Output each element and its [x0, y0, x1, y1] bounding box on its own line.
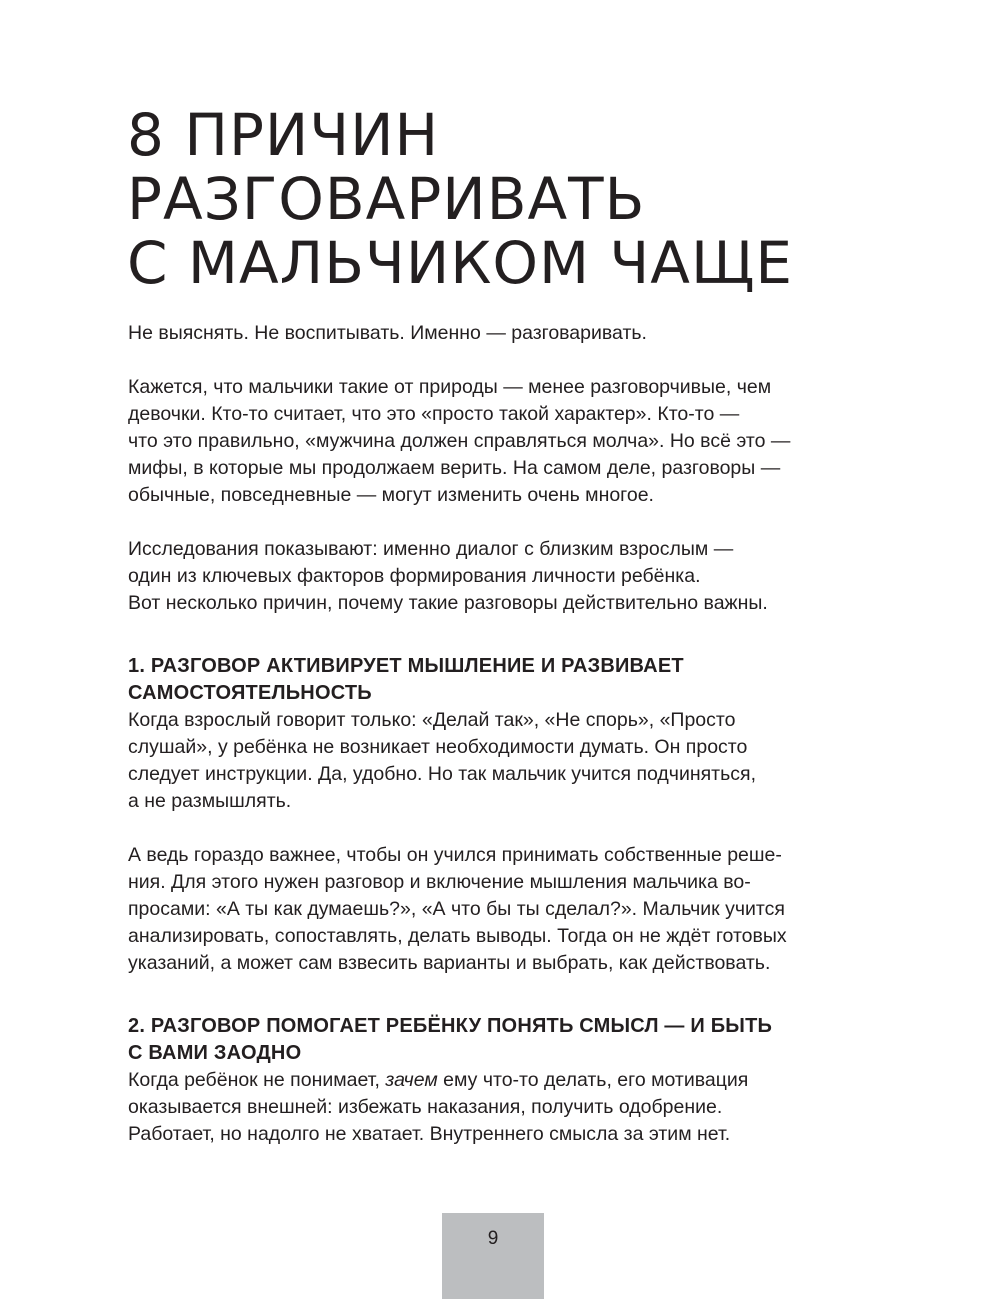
page-title	[127, 103, 793, 295]
section-paragraph	[128, 842, 848, 977]
text-line: А ведь гораздо важнее, чтобы он учился принимать собственные реше-	[128, 844, 782, 866]
text-line: Когда взрослый говорит только: «Делай так», «Не спорь», «Просто	[128, 709, 736, 731]
text-line: Не выяснять. Не воспитывать. Именно — разговаривать.	[128, 322, 647, 344]
heading-line: 1. РАЗГОВОР АКТИВИРУЕТ МЫШЛЕНИЕ И РАЗВИВАЕТ	[128, 655, 684, 677]
intro-paragraph	[128, 536, 848, 617]
page-number: 9	[487, 1228, 499, 1249]
text-line: один из ключевых факторов формирования личности ребёнка.	[128, 565, 701, 587]
section-paragraph	[128, 1067, 848, 1148]
heading-line: 2. РАЗГОВОР ПОМОГАЕТ РЕБЁНКУ ПОНЯТЬ СМЫСЛ — И БЫТЬ	[128, 1015, 773, 1037]
text-line: мифы, в которые мы продолжаем верить. На самом деле, разговоры —	[128, 457, 781, 479]
text-line: а не размышлять.	[128, 790, 292, 812]
emphasis-text: зачем	[385, 1069, 438, 1091]
page-title-line: 8 ПРИЧИН	[127, 101, 440, 169]
text-line: что это правильно, «мужчина должен справляться молча». Но всё это —	[128, 430, 791, 452]
section-heading	[128, 1013, 848, 1067]
heading-line: С ВАМИ ЗАОДНО	[128, 1042, 302, 1064]
section-heading	[128, 653, 848, 707]
section-paragraph	[128, 707, 848, 815]
text-line: Вот несколько причин, почему такие разговоры действительно важны.	[128, 592, 768, 614]
intro-lead	[128, 320, 848, 347]
text-fragment: Когда ребёнок не понимает,	[128, 1069, 386, 1091]
text-line: Кажется, что мальчики такие от природы — менее разговорчивые, чем	[128, 376, 772, 398]
text-line: указаний, а может сам взвесить варианты и выбрать, как действовать.	[128, 952, 771, 974]
text-line: девочки. Кто-то считает, что это «просто такой характер». Кто-то —	[128, 403, 740, 425]
heading-line: САМОСТОЯТЕЛЬНОСТЬ	[128, 682, 372, 704]
text-line	[128, 1067, 848, 1094]
page-title-line: РАЗГОВАРИВАТЬ	[127, 165, 646, 233]
text-line: Работает, но надолго не хватает. Внутреннего смысла за этим нет.	[128, 1123, 731, 1145]
text-line: Исследования показывают: именно диалог с близким взрослым —	[128, 538, 734, 560]
text-line: следует инструкции. Да, удобно. Но так мальчик учится подчиняться,	[128, 763, 756, 785]
page-title-line: С МАЛЬЧИКОМ ЧАЩЕ	[127, 229, 794, 297]
text-line: анализировать, сопоставлять, делать выводы. Тогда он не ждёт готовых	[128, 925, 787, 947]
text-line: ния. Для этого нужен разговор и включение мышления мальчика во-	[128, 871, 751, 893]
text-line: обычные, повседневные — могут изменить очень многое.	[128, 484, 654, 506]
text-line: оказывается внешней: избежать наказания, получить одобрение.	[128, 1096, 723, 1118]
text-line: слушай», у ребёнка не возникает необходимости думать. Он просто	[128, 736, 748, 758]
text-line: просами: «А ты как думаешь?», «А что бы ты сделал?». Мальчик учится	[128, 898, 785, 920]
intro-paragraph	[128, 374, 848, 509]
page-content	[128, 320, 848, 1175]
page-number-tab	[442, 1213, 544, 1299]
text-fragment: ему что-то делать, его мотивация	[437, 1069, 749, 1091]
